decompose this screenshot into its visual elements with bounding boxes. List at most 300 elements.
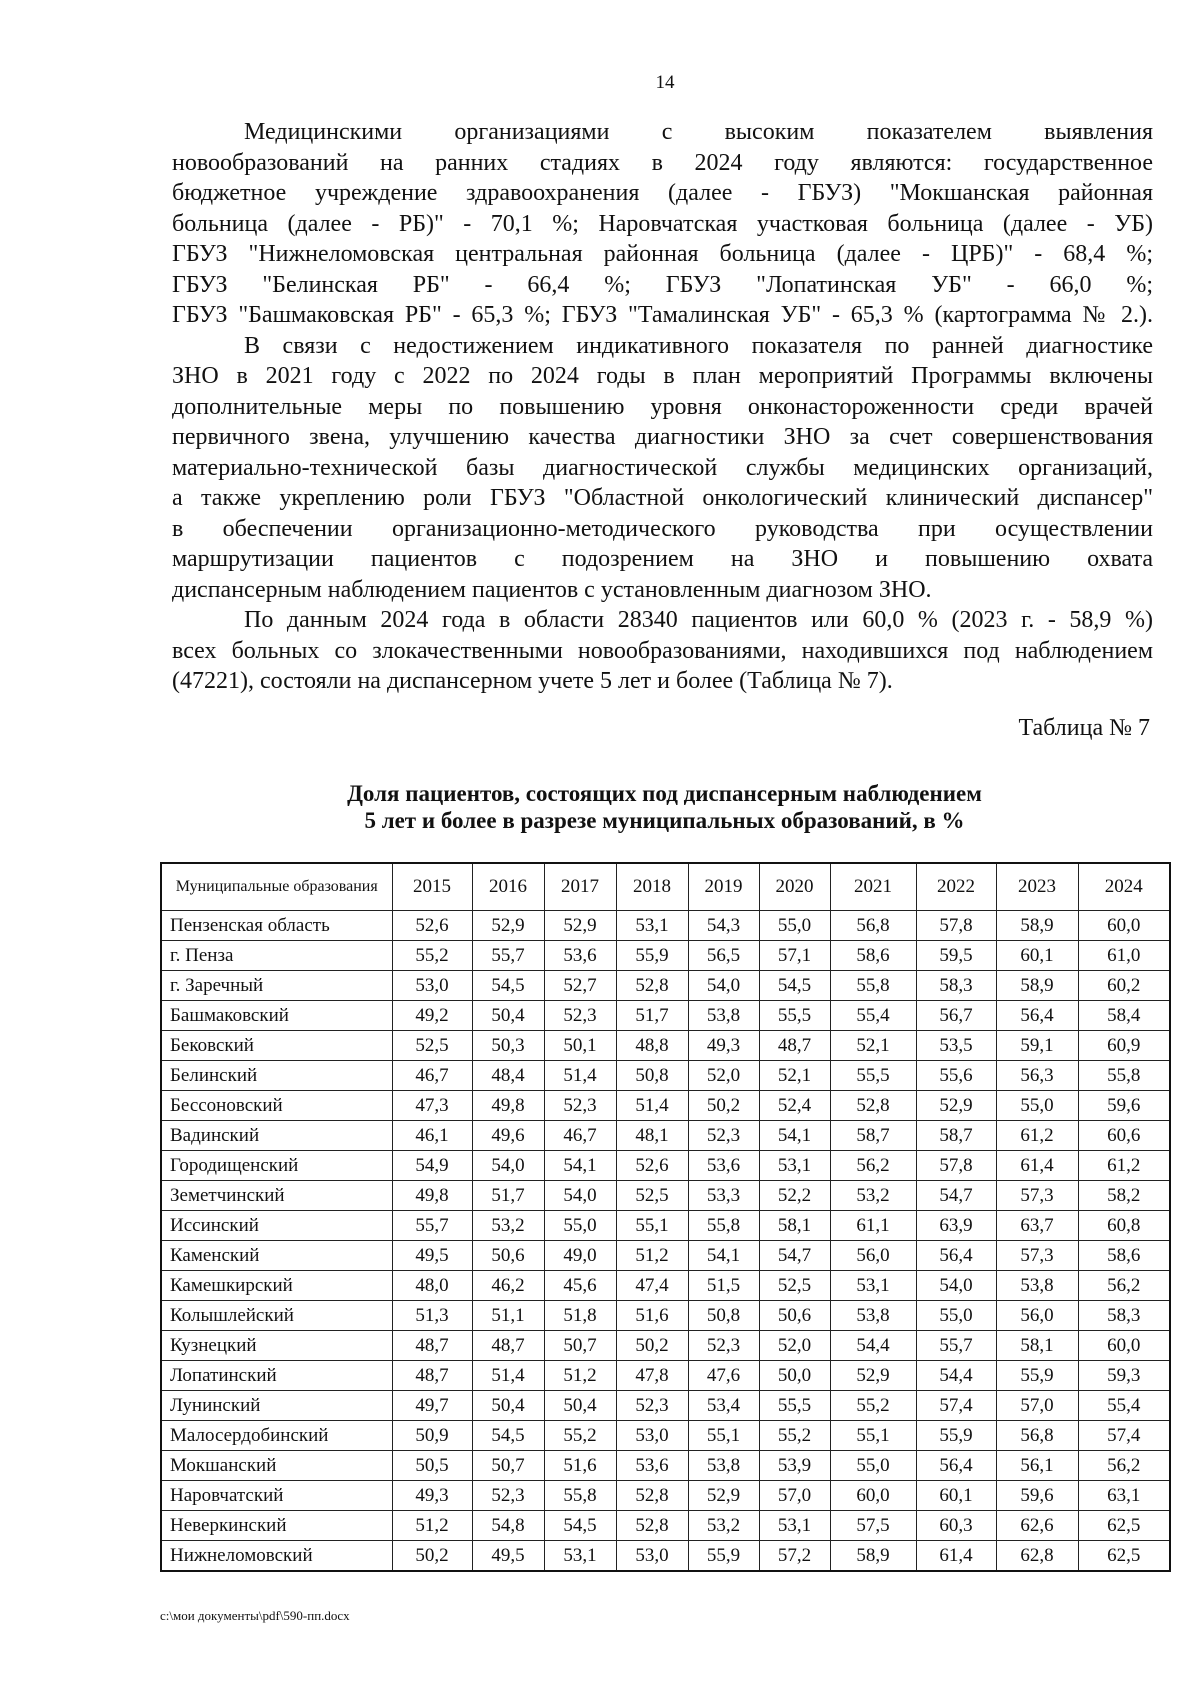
table-row [161,911,1170,941]
value-cell: 55,4 [830,1001,916,1031]
value-cell: 58,1 [996,1331,1078,1361]
table-number: Таблица № 7 [1018,715,1150,741]
municipality-name: г. Заречный [161,971,392,1001]
value-cell: 61,2 [1078,1151,1170,1181]
value-cell: 52,1 [830,1031,916,1061]
paragraph-line: ЗНО в 2021 году с 2022 по 2024 годы в план мероприятий Программы включены [172,363,1153,389]
value-cell: 50,0 [759,1361,830,1391]
paragraph-line: Медицинскими организациями с высоким показателем выявления [244,119,1153,145]
value-cell: 55,5 [830,1061,916,1091]
value-cell: 56,2 [830,1151,916,1181]
table-row [161,1151,1170,1181]
value-cell: 53,8 [688,1451,759,1481]
municipality-name: Лопатинский [161,1361,392,1391]
value-cell: 50,8 [688,1301,759,1331]
value-cell: 46,7 [392,1061,472,1091]
value-cell: 53,1 [830,1271,916,1301]
value-cell: 53,0 [616,1541,688,1572]
paragraph-line: (47221), состояли на диспансерном учете 5 лет и более (Таблица № 7). [172,668,893,694]
value-cell: 52,3 [688,1121,759,1151]
value-cell: 54,5 [544,1511,616,1541]
value-cell: 60,3 [916,1511,996,1541]
value-cell: 54,7 [759,1241,830,1271]
value-cell: 53,3 [688,1181,759,1211]
value-cell: 55,7 [472,941,544,971]
table-row [161,1121,1170,1151]
value-cell: 51,7 [616,1001,688,1031]
table-row [161,971,1170,1001]
value-cell: 48,4 [472,1061,544,1091]
value-cell: 55,1 [830,1421,916,1451]
table-title-line: 5 лет и более в разрезе муниципальных образований, в % [364,808,965,833]
value-cell: 55,2 [544,1421,616,1451]
value-cell: 60,1 [996,941,1078,971]
body-text [172,117,1153,697]
value-cell: 55,7 [392,1211,472,1241]
value-cell: 54,0 [688,971,759,1001]
table-row [161,1361,1170,1391]
value-cell: 53,8 [996,1271,1078,1301]
value-cell: 54,1 [759,1121,830,1151]
table-title [160,780,1169,834]
paragraph-line: диспансерным наблюдением пациентов с установленным диагнозом ЗНО. [172,576,932,603]
value-cell: 59,5 [916,941,996,971]
value-cell: 55,8 [1078,1061,1170,1091]
value-cell: 55,2 [759,1421,830,1451]
value-cell: 52,0 [759,1331,830,1361]
value-cell: 55,9 [916,1421,996,1451]
value-cell: 46,1 [392,1121,472,1151]
table-row [161,1211,1170,1241]
value-cell: 49,5 [392,1241,472,1271]
value-cell: 51,6 [544,1451,616,1481]
value-cell: 62,5 [1078,1511,1170,1541]
value-cell: 59,1 [996,1031,1078,1061]
value-cell: 56,8 [996,1421,1078,1451]
value-cell: 49,8 [392,1181,472,1211]
value-cell: 56,2 [1078,1271,1170,1301]
value-cell: 56,2 [1078,1451,1170,1481]
value-cell: 48,7 [759,1031,830,1061]
value-cell: 53,4 [688,1391,759,1421]
value-cell: 60,8 [1078,1211,1170,1241]
value-cell: 52,6 [616,1151,688,1181]
value-cell: 54,1 [544,1151,616,1181]
value-cell: 57,8 [916,911,996,941]
value-cell: 57,3 [996,1181,1078,1211]
value-cell: 57,4 [1078,1421,1170,1451]
header-year: 2018 [616,863,688,911]
header-year: 2020 [759,863,830,911]
value-cell: 54,3 [688,911,759,941]
value-cell: 61,2 [996,1121,1078,1151]
paragraph-line: бюджетное учреждение здравоохранения (далее - ГБУЗ) "Мокшанская районная [172,180,1153,206]
value-cell: 53,9 [759,1451,830,1481]
value-cell: 49,2 [392,1001,472,1031]
value-cell: 62,5 [1078,1541,1170,1572]
value-cell: 57,5 [830,1511,916,1541]
value-cell: 57,0 [759,1481,830,1511]
value-cell: 55,2 [392,941,472,971]
table-row [161,1481,1170,1511]
value-cell: 52,3 [688,1331,759,1361]
footer-file-path: c:\мои документы\pdf\590-пп.docx [160,1608,350,1623]
value-cell: 60,2 [1078,971,1170,1001]
value-cell: 55,8 [688,1211,759,1241]
page-number: 14 [655,72,675,93]
value-cell: 49,6 [472,1121,544,1151]
value-cell: 51,2 [392,1511,472,1541]
value-cell: 51,4 [544,1061,616,1091]
value-cell: 55,2 [830,1391,916,1421]
value-cell: 61,4 [916,1541,996,1572]
value-cell: 58,6 [1078,1241,1170,1271]
municipality-name: Иссинский [161,1211,392,1241]
value-cell: 53,2 [688,1511,759,1541]
paragraph-line: ГБУЗ "Нижнеломовская центральная районная больница (далее - ЦРБ)" - 68,4 %; [172,241,1153,267]
paragraph-line: всех больных со злокачественными новообразованиями, находившихся под наблюдением [172,637,1153,664]
value-cell: 57,2 [759,1541,830,1572]
value-cell: 58,1 [759,1211,830,1241]
value-cell: 50,6 [472,1241,544,1271]
value-cell: 52,0 [688,1061,759,1091]
header-municipality: Муниципальные образования [161,863,392,911]
value-cell: 50,7 [544,1331,616,1361]
value-cell: 52,9 [544,911,616,941]
value-cell: 54,9 [392,1151,472,1181]
value-cell: 52,3 [472,1481,544,1511]
value-cell: 60,0 [830,1481,916,1511]
header-year: 2017 [544,863,616,911]
value-cell: 52,3 [544,1001,616,1031]
value-cell: 58,9 [996,971,1078,1001]
value-cell: 50,1 [544,1031,616,1061]
value-cell: 54,0 [472,1151,544,1181]
table-row [161,1061,1170,1091]
value-cell: 52,9 [830,1361,916,1391]
value-cell: 51,6 [616,1301,688,1331]
value-cell: 51,2 [616,1241,688,1271]
value-cell: 53,6 [688,1151,759,1181]
municipality-name: Камешкирский [161,1271,392,1301]
value-cell: 51,4 [616,1091,688,1121]
value-cell: 52,9 [916,1091,996,1121]
table-row [161,1301,1170,1331]
value-cell: 52,6 [392,911,472,941]
paragraph-line: в обеспечении организационно-методического руководства при осуществлении [172,515,1153,542]
value-cell: 48,7 [392,1331,472,1361]
municipality-name: Мокшанский [161,1451,392,1481]
value-cell: 48,8 [616,1031,688,1061]
value-cell: 61,4 [996,1151,1078,1181]
paragraph-line: дополнительные меры по повышению уровня онконастороженности среди врачей [172,393,1153,420]
value-cell: 57,1 [759,941,830,971]
value-cell: 50,2 [616,1331,688,1361]
value-cell: 55,5 [759,1391,830,1421]
paragraph-line: первичного звена, улучшению качества диагностики ЗНО за счет совершенствования [172,424,1153,450]
table-title-line: Доля пациентов, состоящих под диспансерным наблюдением [347,781,982,806]
municipality-name: Городищенский [161,1151,392,1181]
value-cell: 59,6 [996,1481,1078,1511]
value-cell: 54,0 [916,1271,996,1301]
value-cell: 57,8 [916,1151,996,1181]
header-year: 2015 [392,863,472,911]
value-cell: 49,3 [392,1481,472,1511]
value-cell: 58,3 [916,971,996,1001]
municipality-name: Пензенская область [161,911,392,941]
value-cell: 50,7 [472,1451,544,1481]
value-cell: 60,0 [1078,1331,1170,1361]
table-row [161,1331,1170,1361]
value-cell: 55,0 [759,911,830,941]
value-cell: 55,0 [996,1091,1078,1121]
value-cell: 61,1 [830,1211,916,1241]
value-cell: 49,0 [544,1241,616,1271]
table-row [161,1421,1170,1451]
value-cell: 54,8 [472,1511,544,1541]
value-cell: 58,9 [830,1541,916,1572]
value-cell: 55,6 [916,1061,996,1091]
paragraph-line: маршрутизации пациентов с подозрением на ЗНО и повышению охвата [172,546,1153,572]
value-cell: 53,6 [616,1451,688,1481]
value-cell: 54,0 [544,1181,616,1211]
value-cell: 50,5 [392,1451,472,1481]
value-cell: 60,6 [1078,1121,1170,1151]
value-cell: 52,8 [830,1091,916,1121]
value-cell: 54,5 [472,971,544,1001]
table-row [161,1541,1170,1572]
value-cell: 53,0 [616,1421,688,1451]
value-cell: 56,7 [916,1001,996,1031]
municipality-name: г. Пенза [161,941,392,971]
table-row [161,1031,1170,1061]
value-cell: 51,3 [392,1301,472,1331]
value-cell: 52,8 [616,1481,688,1511]
value-cell: 48,7 [392,1361,472,1391]
value-cell: 59,6 [1078,1091,1170,1121]
value-cell: 55,8 [544,1481,616,1511]
value-cell: 50,6 [759,1301,830,1331]
table-row [161,941,1170,971]
value-cell: 55,9 [996,1361,1078,1391]
value-cell: 52,2 [759,1181,830,1211]
value-cell: 47,6 [688,1361,759,1391]
municipality-name: Неверкинский [161,1511,392,1541]
value-cell: 50,2 [688,1091,759,1121]
value-cell: 50,4 [472,1391,544,1421]
value-cell: 56,4 [916,1241,996,1271]
value-cell: 58,4 [1078,1001,1170,1031]
value-cell: 58,9 [996,911,1078,941]
paragraph-line: больница (далее - РБ)" - 70,1 %; Наровчатская участковая больница (далее - УБ) [172,210,1153,237]
value-cell: 51,8 [544,1301,616,1331]
value-cell: 46,2 [472,1271,544,1301]
value-cell: 50,8 [616,1061,688,1091]
header-year: 2016 [472,863,544,911]
value-cell: 52,3 [544,1091,616,1121]
value-cell: 48,1 [616,1121,688,1151]
value-cell: 52,9 [472,911,544,941]
municipality-name: Вадинский [161,1121,392,1151]
value-cell: 55,1 [688,1421,759,1451]
value-cell: 52,5 [616,1181,688,1211]
value-cell: 54,4 [830,1331,916,1361]
municipality-name: Каменский [161,1241,392,1271]
value-cell: 56,8 [830,911,916,941]
value-cell: 52,9 [688,1481,759,1511]
paragraph-line: По данным 2024 года в области 28340 пациентов или 60,0 % (2023 г. - 58,9 %) [244,607,1153,633]
paragraph-line: материально-технической базы диагностической службы медицинских организаций, [172,454,1153,481]
table-row [161,1091,1170,1121]
value-cell: 55,0 [830,1451,916,1481]
value-cell: 61,0 [1078,941,1170,971]
value-cell: 49,3 [688,1031,759,1061]
value-cell: 55,9 [616,941,688,971]
municipality-name: Бековский [161,1031,392,1061]
header-year: 2019 [688,863,759,911]
value-cell: 56,0 [996,1301,1078,1331]
value-cell: 60,9 [1078,1031,1170,1061]
value-cell: 58,2 [1078,1181,1170,1211]
value-cell: 49,7 [392,1391,472,1421]
value-cell: 63,1 [1078,1481,1170,1511]
value-cell: 59,3 [1078,1361,1170,1391]
value-cell: 57,3 [996,1241,1078,1271]
value-cell: 50,4 [544,1391,616,1421]
municipality-name: Бессоновский [161,1091,392,1121]
value-cell: 60,0 [1078,911,1170,941]
municipality-name: Наровчатский [161,1481,392,1511]
value-cell: 53,8 [688,1001,759,1031]
value-cell: 47,3 [392,1091,472,1121]
value-cell: 54,5 [472,1421,544,1451]
value-cell: 55,0 [544,1211,616,1241]
value-cell: 48,0 [392,1271,472,1301]
value-cell: 56,5 [688,941,759,971]
value-cell: 55,4 [1078,1391,1170,1421]
value-cell: 50,3 [472,1031,544,1061]
value-cell: 60,1 [916,1481,996,1511]
value-cell: 51,2 [544,1361,616,1391]
value-cell: 56,0 [830,1241,916,1271]
paragraph-line: ГБУЗ "Башмаковская РБ" - 65,3 %; ГБУЗ "Тамалинская УБ" - 65,3 % (картограмма № 2.). [172,302,1153,328]
value-cell: 53,1 [759,1151,830,1181]
value-cell: 53,1 [544,1541,616,1572]
municipality-name: Кузнецкий [161,1331,392,1361]
value-cell: 53,5 [916,1031,996,1061]
value-cell: 53,1 [616,911,688,941]
value-cell: 56,4 [996,1001,1078,1031]
municipality-name: Малосердобинский [161,1421,392,1451]
header-year: 2023 [996,863,1078,911]
value-cell: 51,5 [688,1271,759,1301]
value-cell: 52,1 [759,1061,830,1091]
value-cell: 54,4 [916,1361,996,1391]
value-cell: 49,8 [472,1091,544,1121]
value-cell: 52,5 [392,1031,472,1061]
value-cell: 54,7 [916,1181,996,1211]
value-cell: 53,8 [830,1301,916,1331]
value-cell: 55,5 [759,1001,830,1031]
value-cell: 56,3 [996,1061,1078,1091]
municipality-name: Белинский [161,1061,392,1091]
value-cell: 58,6 [830,941,916,971]
value-cell: 53,6 [544,941,616,971]
value-cell: 57,4 [916,1391,996,1421]
table-row [161,1271,1170,1301]
value-cell: 52,4 [759,1091,830,1121]
value-cell: 58,3 [1078,1301,1170,1331]
municipality-name: Колышлейский [161,1301,392,1331]
value-cell: 58,7 [830,1121,916,1151]
value-cell: 50,9 [392,1421,472,1451]
value-cell: 56,1 [996,1451,1078,1481]
value-cell: 57,0 [996,1391,1078,1421]
value-cell: 58,7 [916,1121,996,1151]
table-row [161,1241,1170,1271]
value-cell: 52,8 [616,971,688,1001]
value-cell: 56,4 [916,1451,996,1481]
table-row [161,1391,1170,1421]
paragraph-line: В связи с недостижением индикативного показателя по ранней диагностике [244,332,1153,359]
value-cell: 53,0 [392,971,472,1001]
municipality-name: Башмаковский [161,1001,392,1031]
value-cell: 53,2 [472,1211,544,1241]
value-cell: 55,0 [916,1301,996,1331]
value-cell: 51,4 [472,1361,544,1391]
value-cell: 55,8 [830,971,916,1001]
table-row [161,1451,1170,1481]
header-year: 2022 [916,863,996,911]
paragraph-line: ГБУЗ "Белинская РБ" - 66,4 %; ГБУЗ "Лопатинская УБ" - 66,0 %; [172,271,1153,298]
value-cell: 55,1 [616,1211,688,1241]
value-cell: 52,5 [759,1271,830,1301]
value-cell: 55,7 [916,1331,996,1361]
value-cell: 53,2 [830,1181,916,1211]
municipality-name: Нижнеломовский [161,1541,392,1572]
table-row [161,1001,1170,1031]
data-table [160,862,1171,1572]
value-cell: 63,7 [996,1211,1078,1241]
value-cell: 48,7 [472,1331,544,1361]
header-year: 2021 [830,863,916,911]
paragraph-line: новообразований на ранних стадиях в 2024 году являются: государственное [172,149,1153,176]
value-cell: 55,9 [688,1541,759,1572]
value-cell: 63,9 [916,1211,996,1241]
value-cell: 51,1 [472,1301,544,1331]
value-cell: 62,8 [996,1541,1078,1572]
value-cell: 53,1 [759,1511,830,1541]
header-year: 2024 [1078,863,1170,911]
municipality-name: Лунинский [161,1391,392,1421]
value-cell: 46,7 [544,1121,616,1151]
value-cell: 54,1 [688,1241,759,1271]
value-cell: 52,3 [616,1391,688,1421]
value-cell: 52,7 [544,971,616,1001]
municipality-name: Земетчинский [161,1181,392,1211]
value-cell: 50,2 [392,1541,472,1572]
value-cell: 47,8 [616,1361,688,1391]
value-cell: 54,5 [759,971,830,1001]
value-cell: 52,8 [616,1511,688,1541]
value-cell: 51,7 [472,1181,544,1211]
value-cell: 47,4 [616,1271,688,1301]
value-cell: 49,5 [472,1541,544,1572]
table-header-row [161,863,1170,911]
table-row [161,1511,1170,1541]
table-row [161,1181,1170,1211]
value-cell: 45,6 [544,1271,616,1301]
